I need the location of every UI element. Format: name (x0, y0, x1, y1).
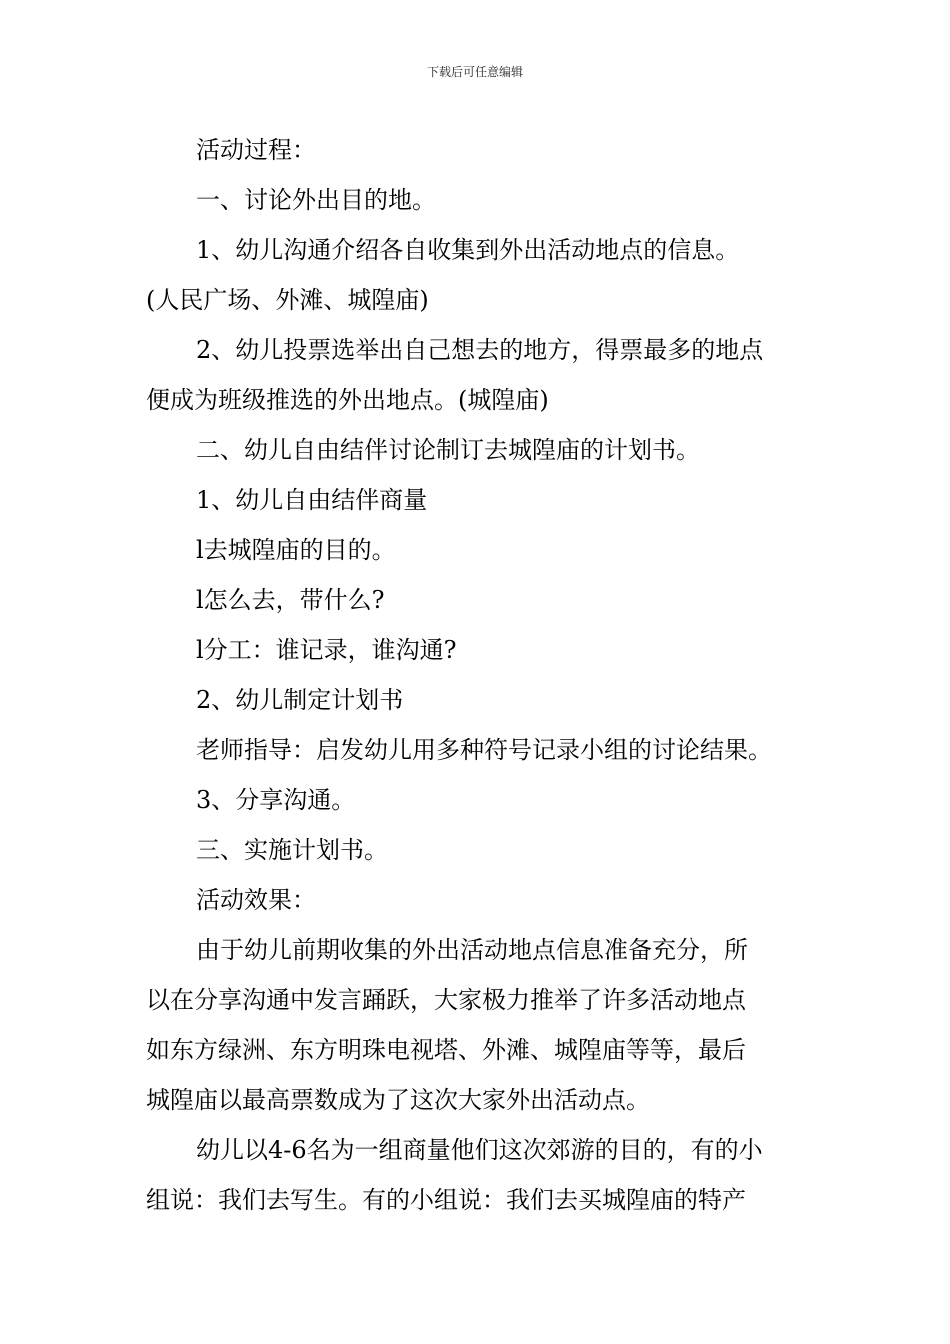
paragraph-line: 3、分享沟通。 (196, 786, 356, 814)
paragraph-line: 老师指导：启发幼儿用多种符号记录小组的讨论结果。 (196, 736, 772, 764)
paragraph-line: 城隍庙以最高票数成为了这次大家外出活动点。 (146, 1086, 650, 1114)
list-item: l分工：谁记录，谁沟通? (196, 636, 457, 664)
page-header: 下载后可任意编辑 (426, 65, 523, 79)
paragraph-line: 1、幼儿自由结伴商量 (196, 486, 428, 514)
paragraph-line: 便成为班级推选的外出地点。(城隍庙) (146, 386, 549, 414)
heading-step-one: 一、讨论外出目的地。 (196, 186, 436, 214)
paragraph-line: 组说：我们去写生。有的小组说：我们去买城隍庙的特产 (146, 1186, 746, 1214)
section-heading-process: 活动过程： (196, 136, 316, 164)
paragraph-line: 如东方绿洲、东方明珠电视塔、外滩、城隍庙等等，最后 (146, 1036, 746, 1064)
heading-step-two: 二、幼儿自由结伴讨论制订去城隍庙的计划书。 (196, 436, 700, 464)
paragraph-line: 2、幼儿投票选举出自己想去的地方，得票最多的地点 (196, 336, 764, 364)
paragraph-line: (人民广场、外滩、城隍庙) (146, 286, 429, 314)
paragraph-line: 1、幼儿沟通介绍各自收集到外出活动地点的信息。 (196, 236, 740, 264)
section-heading-effect: 活动效果： (196, 886, 316, 914)
paragraph-line: 以在分享沟通中发言踊跃，大家极力推举了许多活动地点 (146, 986, 746, 1014)
paragraph-line: 幼儿以4-6名为一组商量他们这次郊游的目的，有的小 (196, 1136, 763, 1164)
paragraph-line: 2、幼儿制定计划书 (196, 686, 404, 714)
list-item: l怎么去，带什么? (196, 586, 385, 614)
list-item: l去城隍庙的目的。 (196, 536, 396, 564)
paragraph-line: 由于幼儿前期收集的外出活动地点信息准备充分，所 (196, 936, 748, 964)
heading-step-three: 三、实施计划书。 (196, 836, 388, 864)
